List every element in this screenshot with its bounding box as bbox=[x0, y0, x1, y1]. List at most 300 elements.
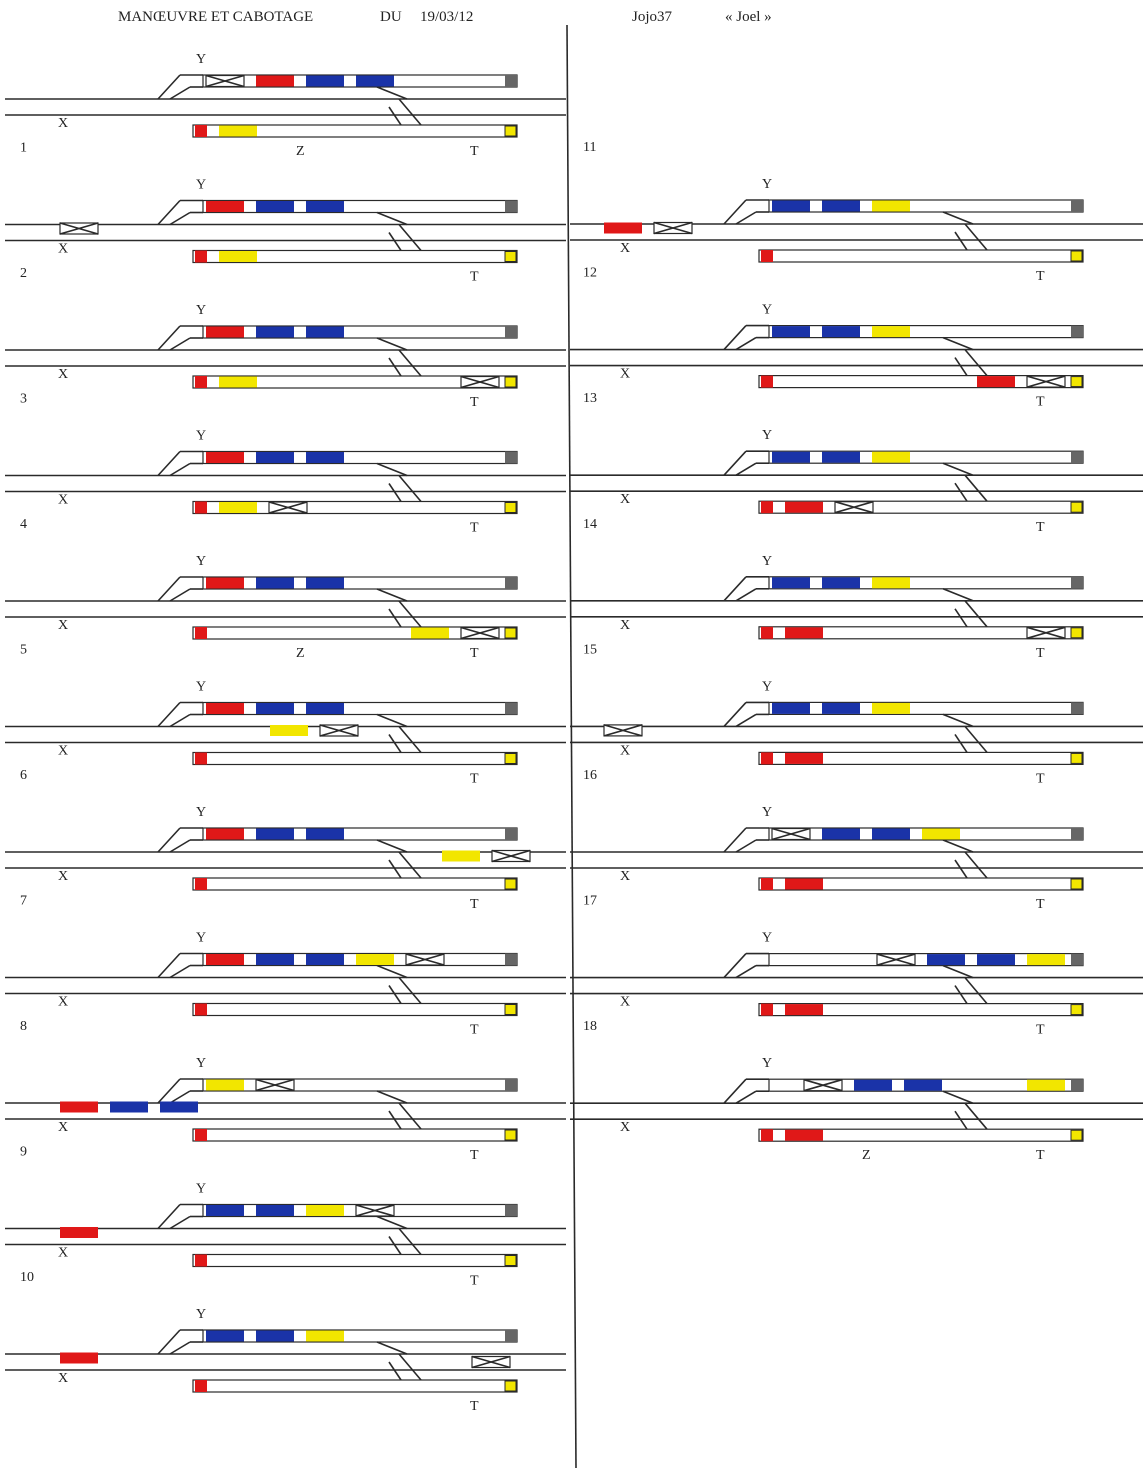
label-y: Y bbox=[762, 553, 773, 569]
siding-y-wagon bbox=[306, 954, 344, 965]
buffer-stop-t bbox=[505, 377, 516, 387]
label-x: X bbox=[58, 1245, 69, 1261]
label-t: T bbox=[1036, 1022, 1045, 1038]
siding-y-wagon bbox=[822, 201, 860, 212]
siding-t-end-marker bbox=[195, 502, 207, 514]
label-y: Y bbox=[196, 177, 207, 193]
siding-y-wagon bbox=[306, 452, 344, 463]
siding-t-wagon bbox=[785, 502, 823, 513]
crossover-1 bbox=[965, 1103, 987, 1129]
label-t: T bbox=[470, 1273, 479, 1289]
panel-number: 3 bbox=[20, 391, 27, 407]
label-y: Y bbox=[762, 428, 773, 444]
main-track-wagon bbox=[442, 851, 480, 862]
crossover-1 bbox=[399, 1354, 421, 1380]
panel-6 bbox=[5, 768, 566, 912]
label-x: X bbox=[58, 116, 69, 131]
label-x: X bbox=[620, 492, 631, 508]
switch-y-right bbox=[377, 1217, 407, 1229]
crossover-1 bbox=[965, 978, 987, 1004]
buffer-stop-t bbox=[505, 1256, 516, 1266]
siding-y bbox=[769, 702, 1083, 714]
label-y: Y bbox=[196, 1056, 207, 1071]
label-y: Y bbox=[196, 52, 207, 67]
siding-y-wagon bbox=[306, 1331, 344, 1342]
main-track-wagon bbox=[160, 1102, 198, 1113]
label-t: T bbox=[1036, 645, 1045, 661]
siding-t bbox=[193, 1004, 517, 1016]
buffer-stop-t bbox=[1071, 628, 1082, 638]
switch-y-2 bbox=[736, 714, 756, 726]
switch-y-right bbox=[943, 714, 973, 726]
switch-y-right bbox=[377, 87, 407, 99]
panel-number: 14 bbox=[583, 516, 597, 532]
siding-y-wagon bbox=[822, 829, 860, 840]
switch-y-right bbox=[377, 715, 407, 727]
panel-1 bbox=[5, 141, 566, 285]
siding-t-end-marker bbox=[195, 125, 207, 137]
label-t: T bbox=[470, 1022, 479, 1038]
siding-y-wagon bbox=[872, 577, 910, 588]
siding-y bbox=[203, 703, 517, 715]
label-t: T bbox=[470, 520, 479, 536]
siding-t bbox=[193, 1255, 517, 1267]
buffer-stop-y bbox=[505, 577, 517, 589]
switch-y-right bbox=[377, 589, 407, 601]
header-author: Jojo37 bbox=[632, 9, 673, 25]
siding-y bbox=[769, 451, 1083, 463]
panel-number: 4 bbox=[20, 517, 27, 532]
buffer-stop-t bbox=[505, 1130, 516, 1140]
siding-t-end-marker bbox=[761, 627, 773, 639]
crossover-1 bbox=[965, 726, 987, 752]
label-t: T bbox=[470, 897, 479, 912]
buffer-stop-t bbox=[505, 628, 516, 638]
buffer-stop-y bbox=[1071, 326, 1083, 338]
siding-y-wagon bbox=[772, 326, 810, 337]
panel-number: 15 bbox=[583, 642, 597, 658]
label-x: X bbox=[620, 869, 631, 884]
siding-t bbox=[759, 250, 1083, 262]
label-x: X bbox=[620, 994, 631, 1010]
siding-t-wagon bbox=[219, 251, 257, 262]
buffer-stop-t bbox=[1071, 1005, 1082, 1015]
siding-t-end-marker bbox=[761, 250, 773, 262]
switch-y-right bbox=[943, 1091, 973, 1103]
label-x: X bbox=[620, 366, 631, 382]
panel-17 bbox=[570, 894, 1143, 1038]
buffer-stop-t bbox=[505, 1005, 516, 1015]
panel-number: 10 bbox=[20, 1270, 34, 1285]
header-name: « Joel » bbox=[725, 9, 772, 25]
siding-t-end-marker bbox=[195, 1380, 207, 1392]
label-y: Y bbox=[762, 177, 773, 192]
siding-y-wagon bbox=[206, 1080, 244, 1091]
siding-t-wagon bbox=[785, 1130, 823, 1141]
buffer-stop-t bbox=[1071, 1130, 1082, 1140]
siding-t-end-marker bbox=[761, 501, 773, 513]
siding-y-wagon bbox=[772, 201, 810, 212]
label-t: T bbox=[1036, 897, 1045, 912]
panel-2 bbox=[5, 266, 566, 410]
main-track-wagon bbox=[110, 1102, 148, 1113]
switch-y-2 bbox=[170, 213, 190, 225]
label-z: Z bbox=[296, 144, 305, 159]
crossover-1 bbox=[399, 476, 421, 502]
switch-y-2 bbox=[736, 1091, 756, 1103]
siding-y-wagon bbox=[206, 1205, 244, 1216]
label-t: T bbox=[1036, 269, 1045, 284]
buffer-stop-y bbox=[1071, 577, 1083, 589]
header-title: MANŒUVRE ET CABOTAGE bbox=[118, 9, 314, 25]
panel-number: 8 bbox=[20, 1019, 27, 1034]
label-t: T bbox=[470, 395, 479, 410]
panel-13 bbox=[570, 391, 1143, 535]
siding-y-wagon bbox=[927, 954, 965, 965]
buffer-stop-y bbox=[505, 703, 517, 715]
main-track-wagon bbox=[60, 1227, 98, 1238]
siding-t-end-marker bbox=[195, 878, 207, 890]
crossover-1 bbox=[965, 601, 987, 627]
label-x: X bbox=[620, 617, 631, 633]
buffer-stop-t bbox=[505, 503, 516, 513]
siding-t-wagon bbox=[785, 879, 823, 890]
label-x: X bbox=[620, 1120, 631, 1136]
siding-t-end-marker bbox=[195, 627, 207, 639]
siding-y-wagon bbox=[256, 452, 294, 463]
label-x: X bbox=[58, 492, 69, 508]
buffer-stop-y bbox=[505, 326, 517, 338]
crossover-1 bbox=[965, 350, 987, 376]
label-x: X bbox=[58, 1120, 69, 1135]
siding-y-wagon bbox=[206, 578, 244, 589]
crossover-1 bbox=[399, 1229, 421, 1255]
switch-y-right bbox=[377, 464, 407, 476]
siding-y-wagon bbox=[256, 1331, 294, 1342]
switch-y-2 bbox=[170, 589, 190, 601]
buffer-stop-y bbox=[505, 1330, 517, 1342]
panel-number: 6 bbox=[20, 768, 27, 783]
siding-y-wagon bbox=[306, 76, 344, 87]
label-y: Y bbox=[196, 554, 207, 569]
siding-y-wagon bbox=[256, 829, 294, 840]
label-x: X bbox=[58, 994, 69, 1010]
buffer-stop-y bbox=[1071, 828, 1083, 840]
siding-y-wagon bbox=[822, 452, 860, 463]
switch-y-2 bbox=[736, 338, 756, 350]
label-y: Y bbox=[762, 1056, 773, 1072]
main-track-wagon bbox=[60, 1102, 98, 1113]
buffer-stop-y bbox=[505, 1079, 517, 1091]
siding-y-wagon bbox=[256, 954, 294, 965]
siding-y-wagon bbox=[206, 327, 244, 338]
buffer-stop-t bbox=[1071, 251, 1082, 261]
siding-y bbox=[203, 577, 517, 589]
switch-y-right bbox=[943, 463, 973, 475]
siding-y-wagon bbox=[306, 578, 344, 589]
switch-y-2 bbox=[736, 463, 756, 475]
siding-y-wagon bbox=[256, 76, 294, 87]
main-track-wagon bbox=[270, 725, 308, 736]
crossover-1 bbox=[965, 224, 987, 250]
panel-15 bbox=[570, 642, 1143, 786]
buffer-stop-t bbox=[505, 126, 516, 136]
label-x: X bbox=[58, 618, 69, 633]
siding-t-wagon bbox=[219, 502, 257, 513]
switch-y-2 bbox=[170, 840, 190, 852]
siding-y-wagon bbox=[1027, 1080, 1065, 1091]
siding-y bbox=[203, 1079, 517, 1091]
siding-y-wagon bbox=[206, 201, 244, 212]
header-date-prefix: DU bbox=[380, 9, 402, 25]
siding-t-wagon bbox=[219, 126, 257, 137]
switch-y-right bbox=[943, 338, 973, 350]
label-t: T bbox=[470, 1399, 479, 1414]
siding-t-wagon bbox=[219, 377, 257, 388]
siding-t-wagon bbox=[785, 1004, 823, 1015]
panel-number: 13 bbox=[583, 391, 597, 407]
siding-t-end-marker bbox=[195, 251, 207, 263]
siding-y-wagon bbox=[206, 954, 244, 965]
siding-t-end-wagon bbox=[411, 628, 449, 639]
switch-y-2 bbox=[170, 87, 190, 99]
label-t: T bbox=[470, 1148, 479, 1163]
panel-16 bbox=[570, 768, 1143, 912]
siding-t-end-marker bbox=[761, 878, 773, 890]
panel-9 bbox=[5, 1145, 566, 1289]
siding-y-wagon bbox=[772, 577, 810, 588]
label-x: X bbox=[58, 869, 69, 884]
buffer-stop-y bbox=[505, 1205, 517, 1217]
siding-y-wagon bbox=[256, 327, 294, 338]
siding-y bbox=[203, 201, 517, 213]
siding-y-wagon bbox=[772, 703, 810, 714]
label-y: Y bbox=[196, 428, 207, 444]
panel-18 bbox=[570, 1019, 1143, 1163]
label-t: T bbox=[470, 771, 479, 787]
buffer-stop-y bbox=[505, 954, 517, 966]
label-t: T bbox=[470, 269, 479, 285]
siding-y-wagon bbox=[306, 1205, 344, 1216]
switch-y-2 bbox=[736, 589, 756, 601]
label-y: Y bbox=[762, 679, 773, 695]
siding-y-wagon bbox=[306, 703, 344, 714]
crossover-1 bbox=[965, 852, 987, 878]
switch-y-right bbox=[943, 589, 973, 601]
buffer-stop-y bbox=[1071, 954, 1083, 966]
siding-t-end-marker bbox=[195, 753, 207, 765]
switch-y-2 bbox=[736, 966, 756, 978]
siding-y-wagon bbox=[872, 326, 910, 337]
siding-y-wagon bbox=[822, 326, 860, 337]
label-x: X bbox=[620, 743, 631, 759]
siding-t-end-marker bbox=[195, 1129, 207, 1141]
label-z: Z bbox=[296, 646, 305, 661]
panel-5 bbox=[5, 643, 566, 787]
siding-y-wagon bbox=[922, 829, 960, 840]
panel-number: 9 bbox=[20, 1144, 27, 1160]
siding-y-wagon bbox=[822, 703, 860, 714]
panel-10 bbox=[5, 1270, 566, 1414]
buffer-stop-t bbox=[1071, 377, 1082, 387]
crossover-1 bbox=[399, 852, 421, 878]
switch-y-right bbox=[943, 840, 973, 852]
switch-y-2 bbox=[170, 1342, 190, 1354]
switch-y-2 bbox=[170, 338, 190, 350]
siding-y-wagon bbox=[356, 954, 394, 965]
panel-14 bbox=[570, 517, 1143, 661]
panel-12 bbox=[570, 266, 1143, 410]
switch-y-2 bbox=[736, 840, 756, 852]
label-y: Y bbox=[762, 805, 773, 820]
switch-y-2 bbox=[736, 212, 756, 224]
panel-11 bbox=[570, 140, 1143, 284]
label-x: X bbox=[58, 743, 69, 759]
panel-number: 17 bbox=[583, 893, 597, 909]
siding-y-wagon bbox=[306, 201, 344, 212]
panel-number: 7 bbox=[20, 893, 27, 909]
buffer-stop-t bbox=[1071, 753, 1082, 763]
switch-y-right bbox=[377, 338, 407, 350]
header-date: 19/03/12 bbox=[420, 9, 474, 25]
switch-y-right bbox=[377, 840, 407, 852]
siding-y bbox=[203, 1330, 517, 1342]
buffer-stop-t bbox=[505, 754, 516, 764]
label-y: Y bbox=[196, 1307, 207, 1322]
siding-y-wagon bbox=[206, 1331, 244, 1342]
buffer-stop-y bbox=[505, 452, 517, 464]
buffer-stop-t bbox=[505, 252, 516, 262]
siding-y bbox=[769, 577, 1083, 589]
label-t: T bbox=[1036, 520, 1045, 536]
siding-y-wagon bbox=[822, 577, 860, 588]
buffer-stop-y bbox=[1071, 451, 1083, 463]
siding-t-end-marker bbox=[761, 376, 773, 388]
siding-y-wagon bbox=[206, 829, 244, 840]
siding-t-wagon bbox=[785, 753, 823, 764]
siding-t-end-marker bbox=[761, 1129, 773, 1141]
siding-t-wagon bbox=[785, 627, 823, 638]
panel-7 bbox=[5, 894, 566, 1038]
panel-number: 2 bbox=[20, 266, 27, 281]
panel-0 bbox=[5, 52, 566, 159]
buffer-stop-t bbox=[1071, 502, 1082, 512]
main-track-wagon bbox=[604, 223, 642, 234]
siding-y-wagon bbox=[977, 954, 1015, 965]
buffer-stop-t bbox=[505, 1381, 516, 1391]
panel-number: 16 bbox=[583, 768, 597, 783]
label-t: T bbox=[1036, 771, 1045, 787]
label-y: Y bbox=[762, 930, 773, 946]
siding-t bbox=[193, 753, 517, 765]
panel-8 bbox=[5, 1019, 566, 1163]
buffer-stop-y bbox=[1071, 200, 1083, 212]
siding-y bbox=[769, 200, 1083, 212]
siding-y-wagon bbox=[872, 201, 910, 212]
siding-y-wagon bbox=[256, 578, 294, 589]
siding-t bbox=[193, 878, 517, 890]
switch-y-right bbox=[377, 1091, 407, 1103]
switch-y-2 bbox=[170, 966, 190, 978]
siding-t-end-marker bbox=[195, 1004, 207, 1016]
siding-y-wagon bbox=[772, 452, 810, 463]
label-x: X bbox=[58, 1371, 69, 1386]
panel-4 bbox=[5, 517, 566, 661]
buffer-stop-y bbox=[505, 828, 517, 840]
siding-y-wagon bbox=[306, 327, 344, 338]
siding-y-wagon bbox=[872, 829, 910, 840]
siding-y bbox=[203, 452, 517, 464]
label-y: Y bbox=[196, 303, 207, 318]
siding-y-wagon bbox=[872, 452, 910, 463]
buffer-stop-t bbox=[505, 879, 516, 889]
siding-y bbox=[203, 326, 517, 338]
label-t: T bbox=[1036, 1148, 1045, 1164]
siding-y-wagon bbox=[256, 703, 294, 714]
siding-t-end-wagon bbox=[977, 376, 1015, 387]
siding-t-end-marker bbox=[195, 1255, 207, 1267]
panel-number: 5 bbox=[20, 642, 27, 658]
switch-y-right bbox=[377, 1342, 407, 1354]
label-y: Y bbox=[196, 679, 207, 695]
switch-y-2 bbox=[170, 1217, 190, 1229]
buffer-stop-y bbox=[505, 75, 517, 87]
switch-y-2 bbox=[170, 464, 190, 476]
crossover-1 bbox=[399, 350, 421, 376]
switch-y-right bbox=[377, 966, 407, 978]
panel-number: 18 bbox=[583, 1019, 597, 1035]
label-x: X bbox=[58, 367, 69, 382]
siding-t-end-marker bbox=[195, 376, 207, 388]
siding-y-wagon bbox=[256, 1205, 294, 1216]
siding-y-wagon bbox=[854, 1080, 892, 1091]
label-z: Z bbox=[862, 1148, 871, 1164]
siding-y-wagon bbox=[306, 829, 344, 840]
siding-y-wagon bbox=[206, 703, 244, 714]
label-y: Y bbox=[762, 302, 773, 318]
switch-y-right bbox=[943, 212, 973, 224]
label-t: T bbox=[470, 646, 479, 661]
siding-y bbox=[203, 828, 517, 840]
siding-y-wagon bbox=[256, 201, 294, 212]
label-t: T bbox=[470, 144, 479, 159]
panel-3 bbox=[5, 392, 566, 536]
siding-y-wagon bbox=[356, 76, 394, 87]
buffer-stop-y bbox=[1071, 1079, 1083, 1091]
label-x: X bbox=[58, 241, 69, 257]
crossover-1 bbox=[399, 978, 421, 1004]
switch-y-2 bbox=[170, 715, 190, 727]
crossover-1 bbox=[399, 727, 421, 753]
siding-t bbox=[193, 1129, 517, 1141]
siding-y-wagon bbox=[1027, 954, 1065, 965]
siding-y bbox=[769, 326, 1083, 338]
siding-y-wagon bbox=[206, 452, 244, 463]
label-y: Y bbox=[196, 1181, 207, 1197]
buffer-stop-y bbox=[1071, 702, 1083, 714]
crossover-1 bbox=[965, 475, 987, 501]
buffer-stop-y bbox=[505, 201, 517, 213]
switch-y-right bbox=[943, 966, 973, 978]
siding-y-wagon bbox=[872, 703, 910, 714]
siding-y-wagon bbox=[904, 1080, 942, 1091]
panel-number: 1 bbox=[20, 140, 27, 156]
crossover-1 bbox=[399, 1103, 421, 1129]
crossover-1 bbox=[399, 225, 421, 251]
siding-t-end-marker bbox=[761, 1004, 773, 1016]
panel-number: 11 bbox=[583, 140, 597, 155]
label-x: X bbox=[620, 241, 631, 256]
